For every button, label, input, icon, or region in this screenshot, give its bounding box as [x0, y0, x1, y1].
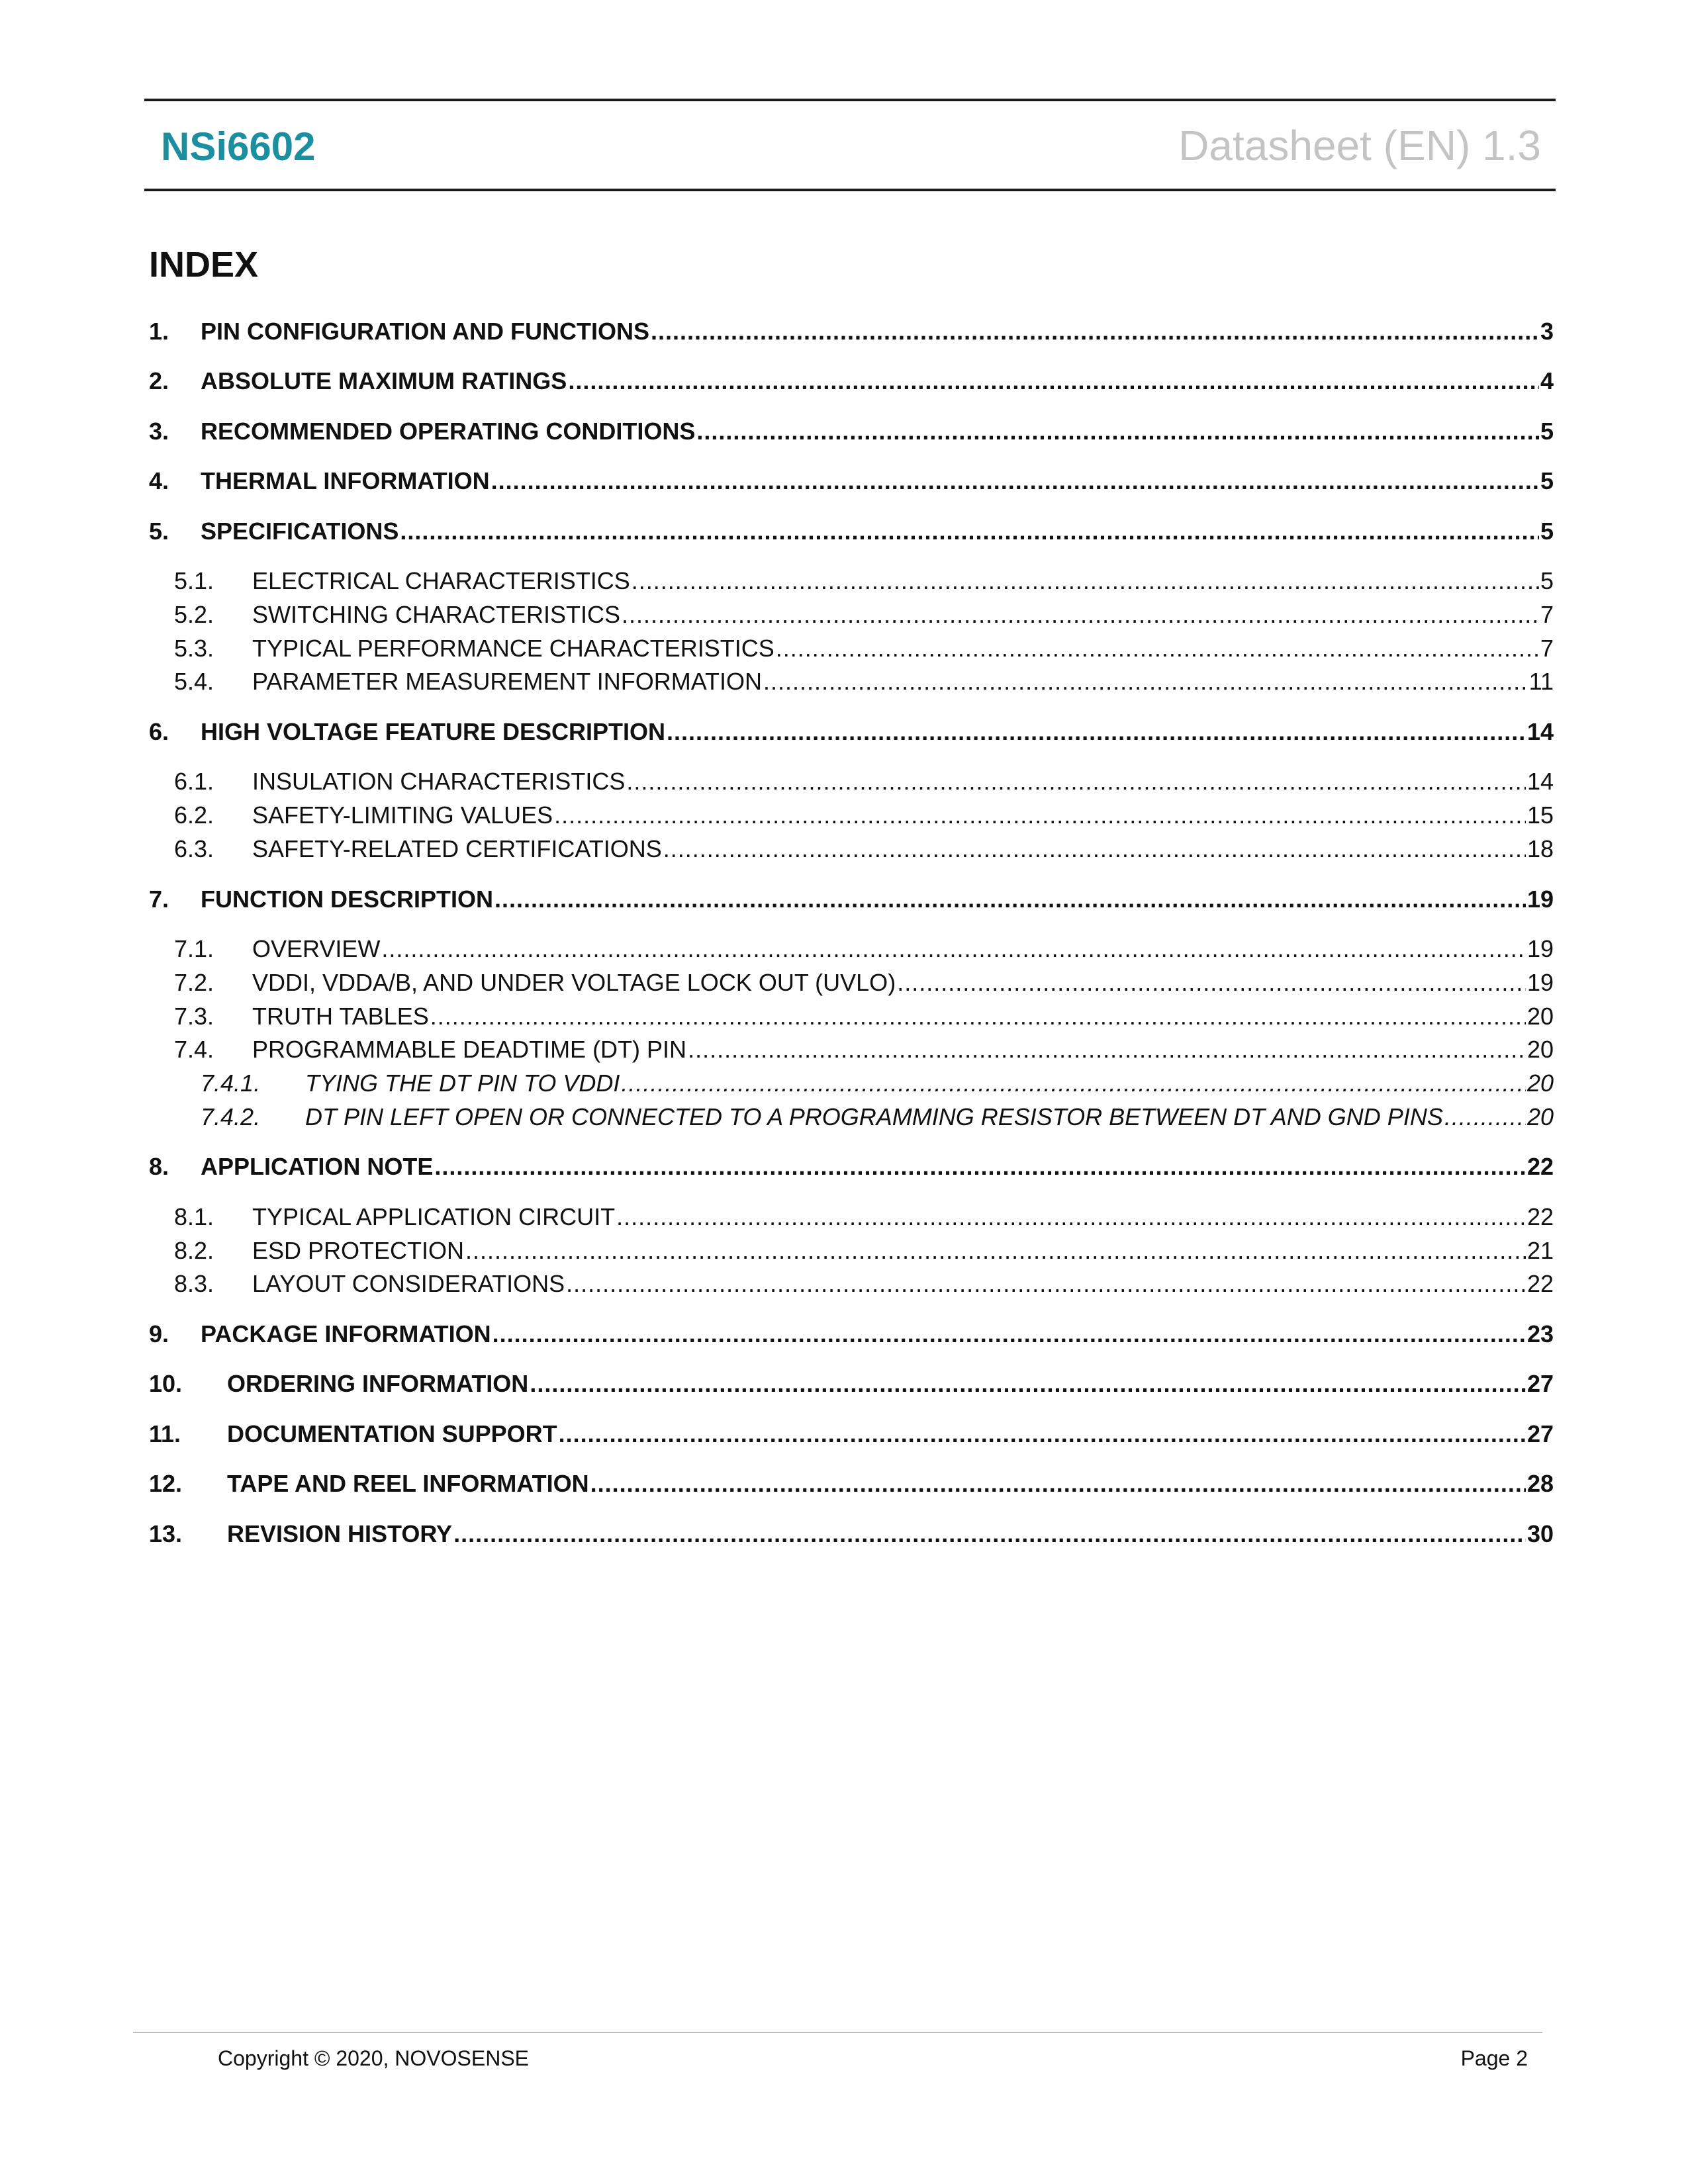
toc-title: APPLICATION NOTE — [201, 1153, 434, 1180]
toc-number: 6.2. — [174, 801, 214, 829]
toc-title: TRUTH TABLES — [252, 1003, 429, 1030]
toc-page: 20 — [1526, 1103, 1554, 1130]
toc-page: 22 — [1526, 1270, 1554, 1297]
toc-title: FUNCTION DESCRIPTION — [201, 886, 494, 913]
toc-page: 19 — [1526, 935, 1554, 962]
toc-number: 6. — [149, 718, 169, 745]
toc-page: 5 — [1540, 467, 1554, 494]
toc-entry-13[interactable] — [149, 1518, 1554, 1551]
toc-leader — [626, 765, 1526, 798]
toc-title: ELECTRICAL CHARACTERISTICS — [252, 567, 630, 594]
toc-number: 5.3. — [174, 635, 214, 662]
toc-leader — [494, 883, 1526, 916]
toc-page: 7 — [1540, 635, 1554, 662]
toc-title: THERMAL INFORMATION — [201, 467, 490, 494]
footer-copyright: Copyright © 2020, NOVOSENSE — [218, 2046, 529, 2070]
toc-number: 8.1. — [174, 1203, 214, 1230]
toc-entry-3[interactable] — [149, 415, 1554, 448]
header-bottom-rule — [144, 189, 1556, 191]
toc-leader — [897, 966, 1526, 999]
toc-number: 8. — [149, 1153, 169, 1180]
toc-leader — [763, 665, 1528, 698]
toc-number: 7.2. — [174, 969, 214, 996]
toc-leader — [590, 1467, 1526, 1500]
footer-rule — [133, 2032, 1542, 2033]
toc-leader — [663, 833, 1526, 866]
toc-number: 5.1. — [174, 567, 214, 594]
toc-leader — [430, 1000, 1526, 1033]
toc-page: 20 — [1526, 1003, 1554, 1030]
toc-title: REVISION HISTORY — [227, 1520, 453, 1547]
toc-page: 20 — [1526, 1036, 1554, 1063]
toc-page: 19 — [1526, 886, 1554, 913]
toc-leader — [667, 715, 1526, 749]
toc-page: 5 — [1540, 567, 1554, 594]
toc-page: 23 — [1526, 1320, 1554, 1347]
toc-entry-6[interactable] — [149, 715, 1554, 749]
toc-title: DOCUMENTATION SUPPORT — [227, 1420, 557, 1447]
toc-entry-7-3[interactable] — [149, 1000, 1554, 1033]
toc-number: 12. — [149, 1470, 183, 1497]
toc-leader — [616, 1201, 1526, 1234]
toc-number: 1. — [149, 318, 169, 345]
toc-number: 7.4.1. — [201, 1069, 261, 1097]
toc-page: 15 — [1526, 801, 1554, 829]
index-heading: INDEX — [149, 245, 259, 285]
toc-entry-7-4[interactable] — [149, 1033, 1554, 1066]
toc-leader — [568, 365, 1539, 398]
toc-number: 2. — [149, 367, 169, 394]
toc-entry-5-4[interactable] — [149, 665, 1554, 698]
toc-title: PACKAGE INFORMATION — [201, 1320, 491, 1347]
toc-entry-8-1[interactable] — [149, 1201, 1554, 1234]
toc-title: ORDERING INFORMATION — [227, 1370, 529, 1397]
toc-page: 27 — [1526, 1370, 1554, 1397]
toc-title: TYING THE DT PIN TO VDDI — [305, 1069, 620, 1097]
toc-leader — [492, 1318, 1526, 1351]
toc-leader — [621, 1067, 1526, 1100]
toc-entry-7-2[interactable] — [149, 966, 1554, 999]
toc-page: 11 — [1528, 668, 1554, 695]
toc-leader — [622, 598, 1539, 631]
toc-leader — [651, 315, 1539, 348]
toc-leader — [491, 465, 1539, 498]
toc-title: VDDI, VDDA/B, AND UNDER VOLTAGE LOCK OUT (UVLO) — [252, 969, 896, 996]
toc-leader — [381, 933, 1526, 966]
toc-title: HIGH VOLTAGE FEATURE DESCRIPTION — [201, 718, 666, 745]
toc-page: 19 — [1526, 969, 1554, 996]
toc-leader — [559, 1418, 1526, 1451]
toc-leader — [400, 515, 1539, 548]
toc-page: 7 — [1540, 601, 1554, 628]
toc-leader — [566, 1267, 1526, 1300]
toc-title: PARAMETER MEASUREMENT INFORMATION — [252, 668, 763, 695]
toc-title: TAPE AND REEL INFORMATION — [227, 1470, 589, 1497]
toc-number: 7. — [149, 886, 169, 913]
toc-number: 4. — [149, 467, 169, 494]
toc-number: 3. — [149, 418, 169, 445]
toc-page: 30 — [1526, 1520, 1554, 1547]
toc-entry-6-2[interactable] — [149, 799, 1554, 832]
toc-entry-11[interactable] — [149, 1418, 1554, 1451]
toc-entry-5[interactable] — [149, 515, 1554, 548]
toc-title: SAFETY-LIMITING VALUES — [252, 801, 553, 829]
toc-entry-8-3[interactable] — [149, 1267, 1554, 1300]
toc-entry-6-3[interactable] — [149, 833, 1554, 866]
toc-leader — [465, 1234, 1526, 1267]
toc-leader — [776, 632, 1539, 665]
toc-title: PIN CONFIGURATION AND FUNCTIONS — [201, 318, 649, 345]
toc-title: ABSOLUTE MAXIMUM RATINGS — [201, 367, 567, 394]
toc-page: 28 — [1526, 1470, 1554, 1497]
toc-number: 6.1. — [174, 768, 214, 795]
toc-leader — [434, 1150, 1526, 1183]
toc-page: 5 — [1540, 418, 1554, 445]
toc-page: 18 — [1526, 835, 1554, 862]
toc-leader — [632, 565, 1539, 598]
toc-title: DT PIN LEFT OPEN OR CONNECTED TO A PROGRAMMING RESISTOR BETWEEN DT AND GND PINS — [305, 1103, 1443, 1130]
toc-entry-5-2[interactable] — [149, 598, 1554, 631]
toc-number: 9. — [149, 1320, 169, 1347]
toc-entry-7-4-2[interactable] — [149, 1101, 1554, 1134]
toc-leader — [453, 1518, 1526, 1551]
toc-number: 11. — [149, 1420, 181, 1447]
toc-page: 27 — [1526, 1420, 1554, 1447]
document-title: Datasheet (EN) 1.3 — [1178, 122, 1541, 169]
toc-number: 5.2. — [174, 601, 214, 628]
toc-entry-4[interactable] — [149, 465, 1554, 498]
toc-number: 7.1. — [174, 935, 214, 962]
toc-number: 10. — [149, 1370, 183, 1397]
toc-leader — [688, 1033, 1526, 1066]
toc-entry-2[interactable] — [149, 365, 1554, 398]
toc-title: LAYOUT CONSIDERATIONS — [252, 1270, 565, 1297]
toc-page: 22 — [1526, 1153, 1554, 1180]
toc-entry-7-1[interactable] — [149, 933, 1554, 966]
toc-title: PROGRAMMABLE DEADTIME (DT) PIN — [252, 1036, 687, 1063]
toc-number: 7.4. — [174, 1036, 214, 1063]
toc-entry-8-2[interactable] — [149, 1234, 1554, 1267]
toc-title: OVERVIEW — [252, 935, 381, 962]
toc-page: 21 — [1526, 1237, 1554, 1264]
toc-number: 13. — [149, 1520, 183, 1547]
toc-page: 4 — [1540, 367, 1554, 394]
toc-entry-7-4-1[interactable] — [149, 1067, 1554, 1100]
toc-page: 14 — [1526, 718, 1554, 745]
toc-entry-9[interactable] — [149, 1318, 1554, 1351]
toc-number: 5.4. — [174, 668, 214, 695]
toc-entry-5-3[interactable] — [149, 632, 1554, 665]
toc-page: 14 — [1526, 768, 1554, 795]
toc-title: SWITCHING CHARACTERISTICS — [252, 601, 621, 628]
toc-page: 20 — [1526, 1069, 1554, 1097]
toc-entry-8[interactable] — [149, 1150, 1554, 1183]
toc-entry-6-1[interactable] — [149, 765, 1554, 798]
toc-number: 7.3. — [174, 1003, 214, 1030]
toc-entry-10[interactable] — [149, 1367, 1554, 1400]
toc-leader — [1444, 1101, 1526, 1134]
toc-leader — [530, 1367, 1526, 1400]
toc-title: TYPICAL APPLICATION CIRCUIT — [252, 1203, 616, 1230]
toc-number: 7.4.2. — [201, 1103, 261, 1130]
toc-number: 5. — [149, 518, 169, 545]
toc-page: 5 — [1540, 518, 1554, 545]
toc-page: 22 — [1526, 1203, 1554, 1230]
toc-number: 8.3. — [174, 1270, 214, 1297]
toc-number: 6.3. — [174, 835, 214, 862]
toc-entry-1[interactable] — [149, 315, 1554, 348]
toc-entry-7[interactable] — [149, 883, 1554, 916]
footer-page-number: Page 2 — [1460, 2046, 1528, 2070]
toc-title: TYPICAL PERFORMANCE CHARACTERISTICS — [252, 635, 774, 662]
toc-title: SAFETY-RELATED CERTIFICATIONS — [252, 835, 662, 862]
toc-entry-5-1[interactable] — [149, 565, 1554, 598]
toc-title: INSULATION CHARACTERISTICS — [252, 768, 626, 795]
toc-entry-12[interactable] — [149, 1467, 1554, 1500]
toc-page: 3 — [1540, 318, 1554, 345]
toc-number: 8.2. — [174, 1237, 214, 1264]
header-top-rule — [144, 99, 1556, 101]
toc-title: SPECIFICATIONS — [201, 518, 399, 545]
toc-leader — [696, 415, 1539, 448]
brand-title: NSi6602 — [161, 124, 316, 169]
toc-title: RECOMMENDED OPERATING CONDITIONS — [201, 418, 696, 445]
toc-leader — [554, 799, 1526, 832]
toc-title: ESD PROTECTION — [252, 1237, 465, 1264]
